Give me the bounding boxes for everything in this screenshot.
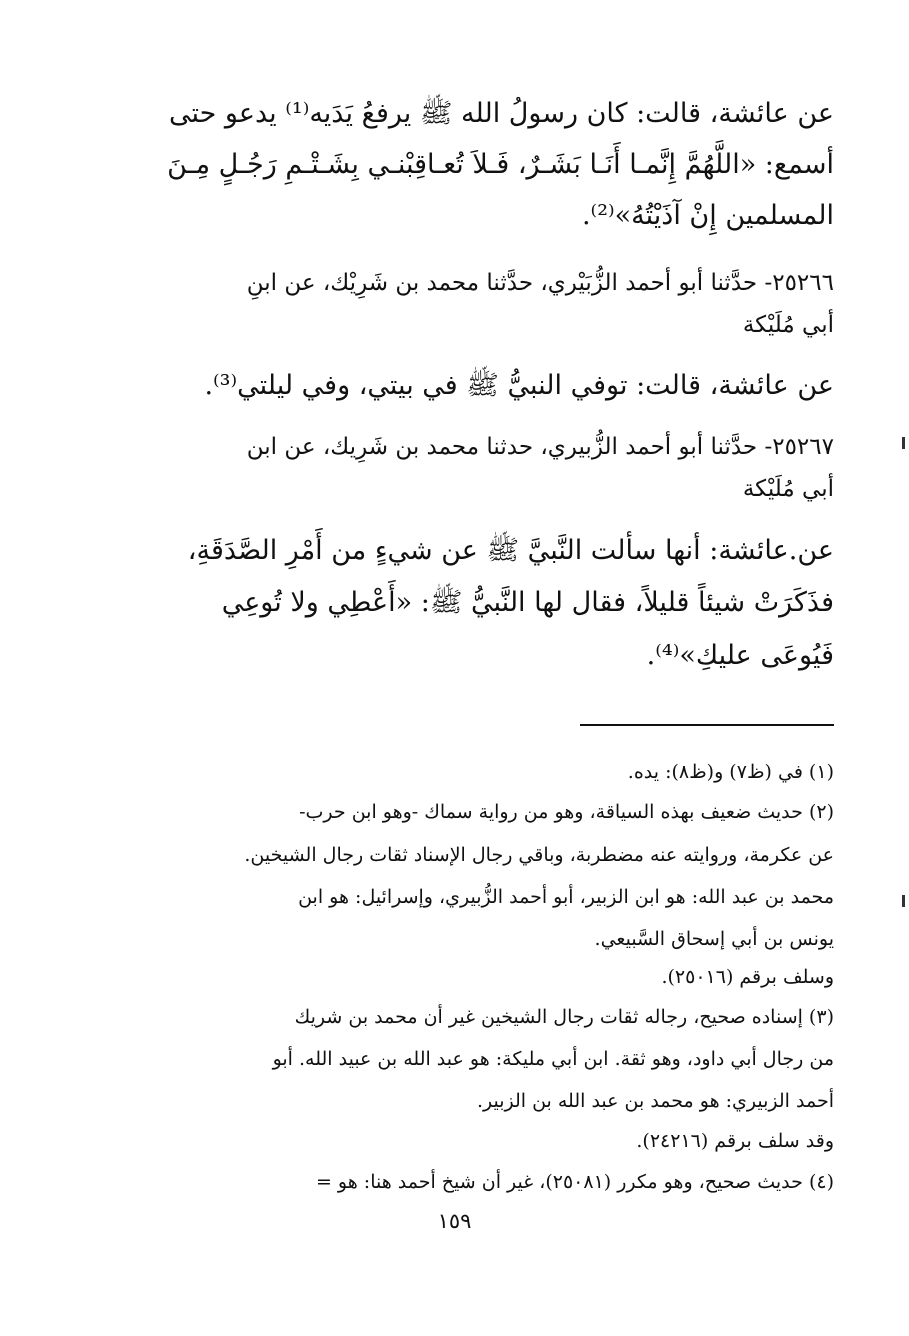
footnote-3-line-1: (٣) إسناده صحيح، رجاله ثقات رجال الشيخين غير أن محمد بن شريك bbox=[294, 1006, 834, 1028]
scan-edge-mark bbox=[902, 895, 905, 907]
footnote-3-line-2: من رجال أبي داود، وهو ثقة. ابن أبي مليكة: هو عبد الله بن عبيد الله. أبو bbox=[272, 1048, 834, 1070]
footnote-2-line-4: يونس بن أبي إسحاق السَّبيعي. bbox=[594, 928, 834, 950]
hadith-2-text-line-1: عن عائشة، قالت: توفي النبيُّ ﷺ في بيتي، وفي ليلتي⁽³⁾. bbox=[204, 370, 834, 401]
footnote-3-line-3: أحمد الزبيري: هو محمد بن عبد الله بن الزبير. bbox=[476, 1090, 834, 1112]
hadith-2-chain-line-1: ٢٥٢٦٦- حدَّثنا أبو أحمد الزُّبَيْري، حدَّثنا محمد بن شَرِيْك، عن ابنِ bbox=[246, 270, 834, 296]
hadith-3-text-line-1: عن.عائشة: أنها سألت النَّبيَّ ﷺ عن شيءٍ من أَمْرِ الصَّدَقَةِ، bbox=[187, 535, 834, 566]
hadith-1-line-2: أسمع: «اللَّهُمَّ إِنَّمـا أَنَـا بَشَـرٌ، فَـلاَ تُعـاقِبْنـي بِشَـتْـمِ رَجُـلٍ مِـنَ bbox=[167, 149, 834, 180]
footnote-2-line-3: محمد بن عبد الله: هو ابن الزبير، أبو أحمد الزُّبيري، وإسرائيل: هو ابن bbox=[298, 886, 834, 908]
footnote-2-line-5: وسلف برقم (٢٥٠١٦). bbox=[661, 966, 834, 988]
footnote-4-line-1: (٤) حديث صحيح، وهو مكرر (٢٥٠٨١)، غير أن شيخ أحمد هنا: هو = bbox=[315, 1171, 834, 1193]
scan-edge-mark bbox=[902, 437, 905, 449]
hadith-1-line-1: عن عائشة، قالت: كان رسولُ الله ﷺ يرفعُ يَدَيه⁽¹⁾ يدعو حتى bbox=[168, 98, 834, 129]
footnote-2-line-1: (٢) حديث ضعيف بهذه السياقة، وهو من رواية سماك -وهو ابن حرب- bbox=[299, 801, 834, 823]
footnote-1-line-1: (١) في (ظ٧) و(ظ٨): يده. bbox=[627, 761, 834, 783]
hadith-1-line-3: المسلمين إِنْ آذَيْتُهُ»⁽²⁾. bbox=[581, 200, 834, 231]
page-number: ١٥٩ bbox=[437, 1209, 472, 1233]
hadith-3-text-line-3: فَيُوعَى عليكِ»⁽⁴⁾. bbox=[646, 640, 834, 671]
hadith-2-chain-line-2: أبي مُلَيْكة bbox=[742, 312, 834, 338]
hadith-3-chain-line-2: أبي مُلَيْكة bbox=[742, 476, 834, 502]
footnote-2-line-2: عن عكرمة، وروايته عنه مضطربة، وباقي رجال الإسناد ثقات رجال الشيخين. bbox=[244, 844, 834, 866]
footnote-divider bbox=[580, 724, 834, 726]
hadith-3-chain-line-1: ٢٥٢٦٧- حدَّثنا أبو أحمد الزُّبيري، حدثنا محمد بن شَرِيك، عن ابن bbox=[246, 434, 834, 460]
hadith-3-text-line-2: فذَكَرَتْ شيئاً قليلاً، فقال لها النَّبيُّ ﷺ: «أَعْطِي ولا تُوعِي bbox=[221, 587, 834, 618]
footnote-3-line-4: وقد سلف برقم (٢٤٢١٦). bbox=[636, 1130, 834, 1152]
